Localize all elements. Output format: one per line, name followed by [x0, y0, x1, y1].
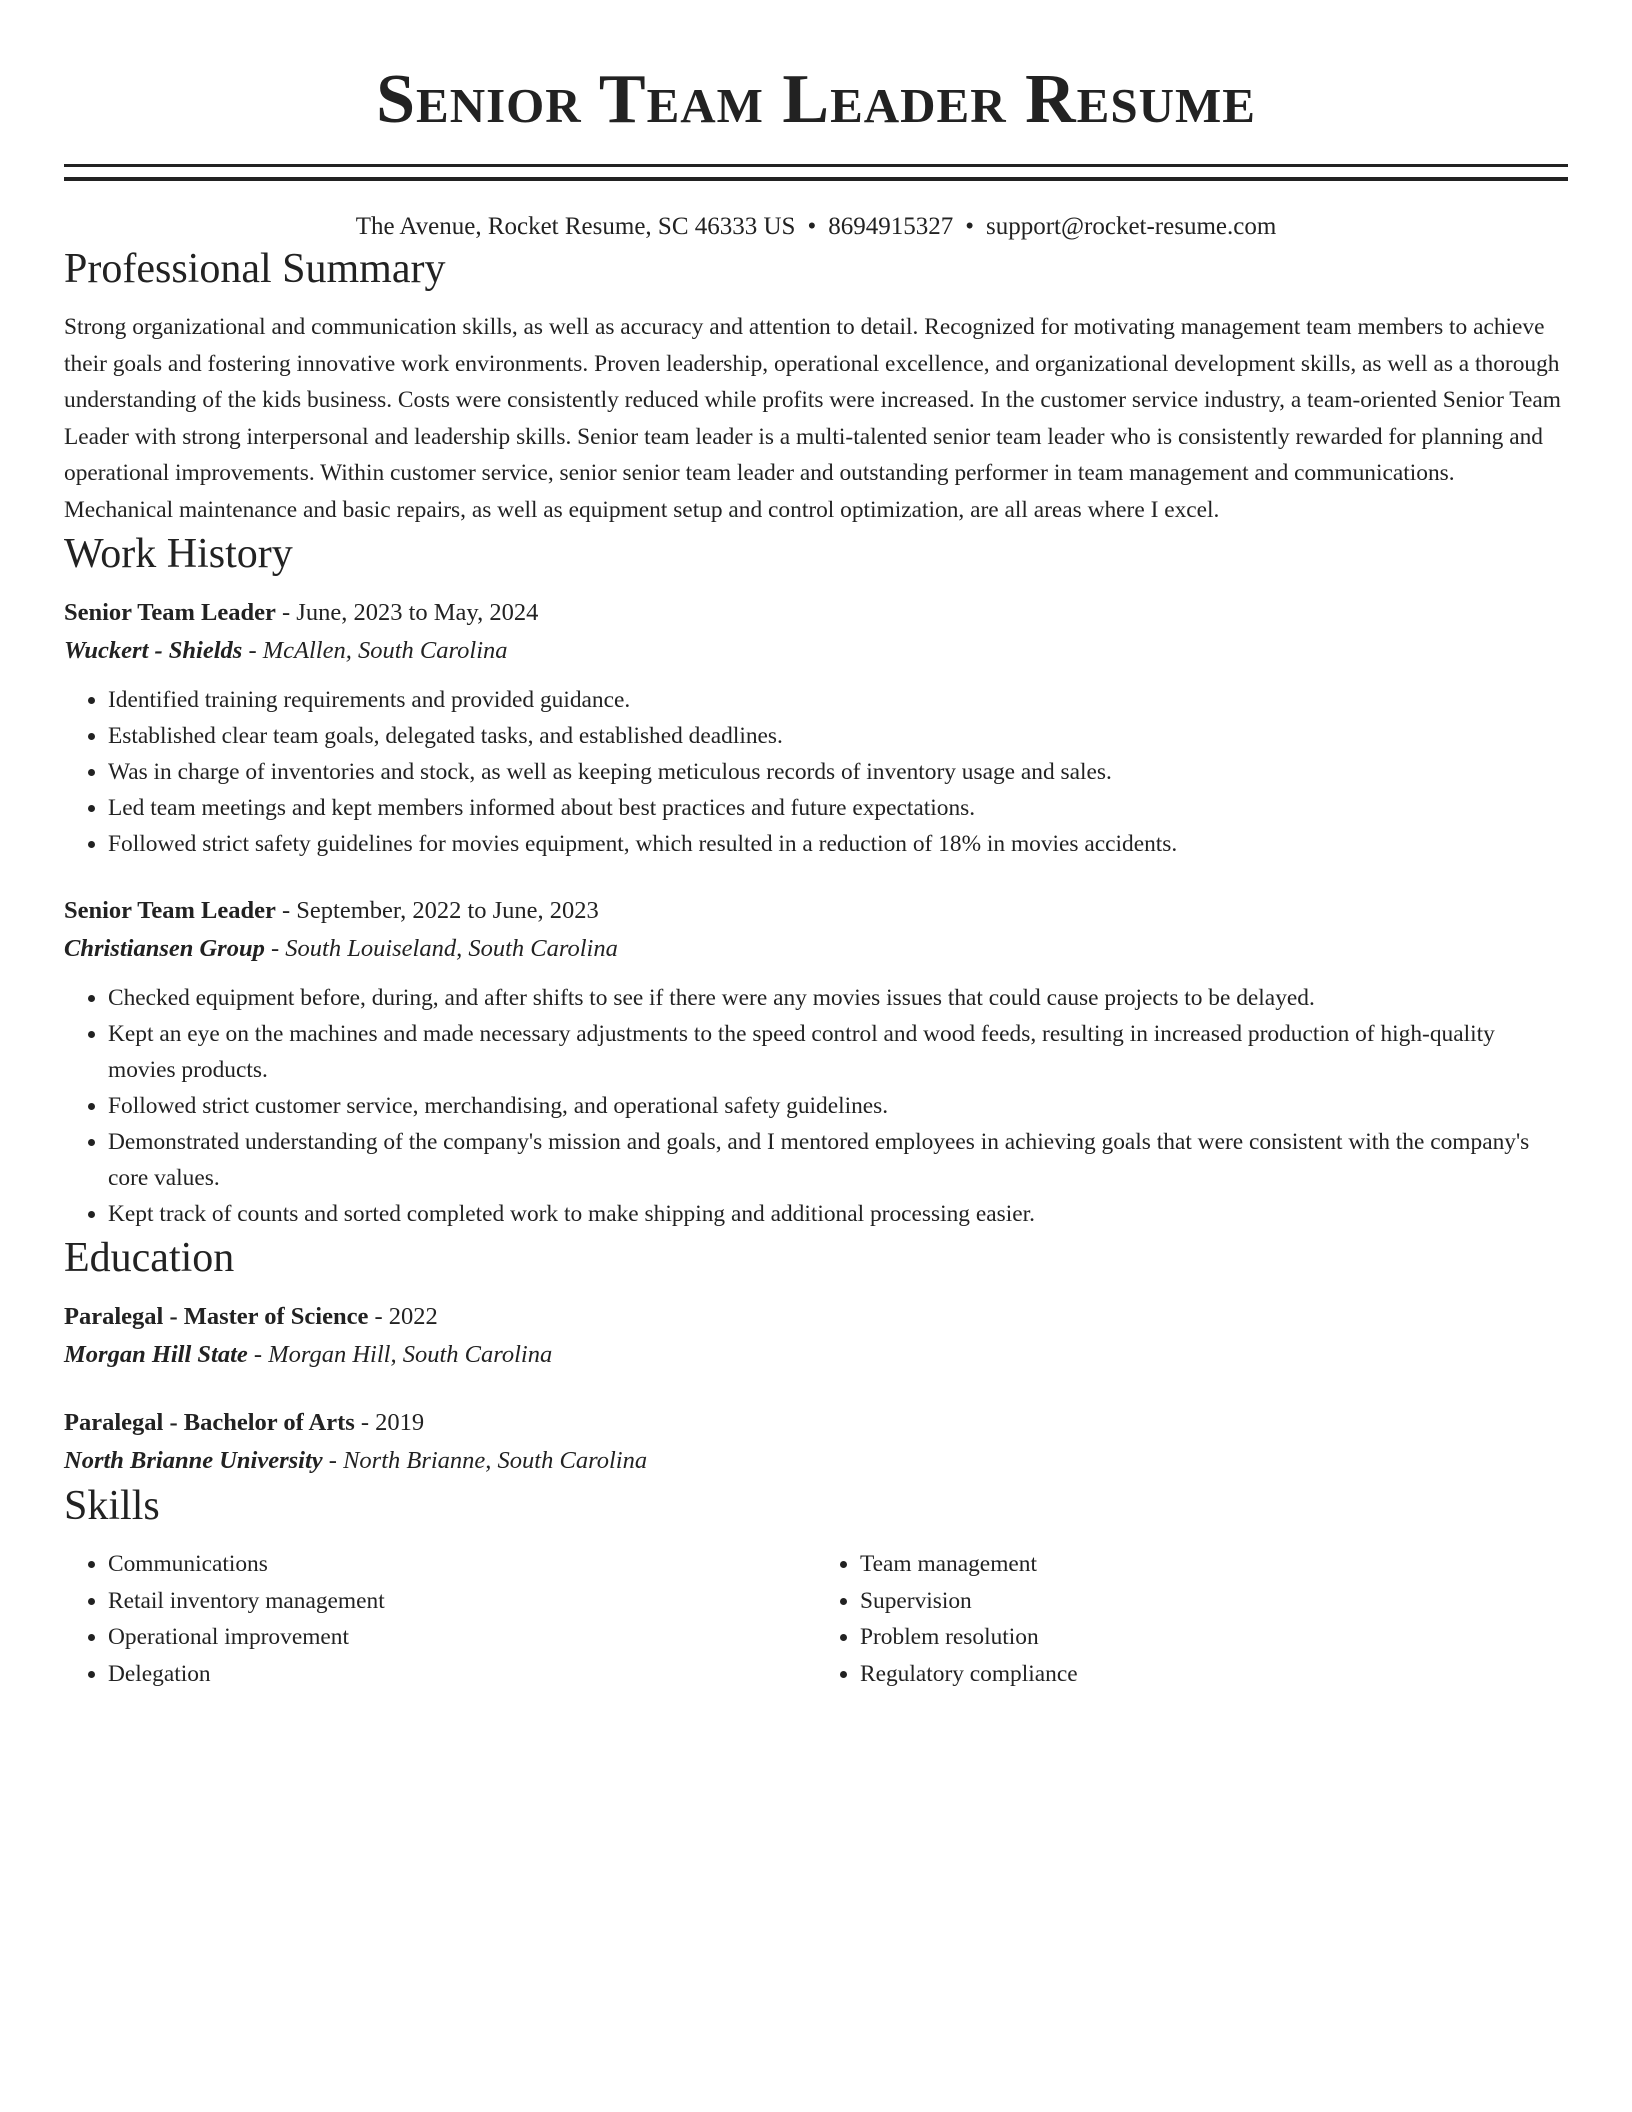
contact-separator: • — [965, 213, 974, 240]
skill-item: • Delegation — [108, 1656, 816, 1693]
job-company: Wuckert - Shields — [64, 637, 243, 664]
skill-item: • Team management — [860, 1546, 1568, 1583]
skill-item: • Problem resolution — [860, 1619, 1568, 1656]
skill-item: • Communications — [108, 1546, 816, 1583]
skill-item: • Regulatory compliance — [860, 1656, 1568, 1693]
job-title-line — [64, 892, 1568, 930]
school-line — [64, 1442, 1568, 1480]
education-entry — [64, 1404, 1568, 1480]
contact-address: The Avenue, Rocket Resume, SC 46333 US — [355, 213, 796, 240]
skills-column-right — [816, 1546, 1568, 1692]
degree-line — [64, 1298, 1568, 1336]
skill-item: • Retail inventory management — [108, 1583, 816, 1620]
list-item: • Followed strict customer service, merchandising, and operational safety guidelines. — [108, 1088, 1568, 1124]
job-bullets — [64, 682, 1568, 862]
work-history-heading: Work History — [64, 531, 293, 577]
education-entry — [64, 1298, 1568, 1374]
job-company: Christiansen Group — [64, 935, 265, 962]
job-title-line — [64, 594, 1568, 632]
list-item: • Followed strict safety guidelines for movies equipment, which resulted in a reduction of 18% in movies accidents. — [108, 826, 1568, 862]
contact-phone: 8694915327 — [828, 213, 954, 240]
job-location: - McAllen, South Carolina — [248, 637, 508, 664]
school-line — [64, 1336, 1568, 1374]
job-company-line — [64, 930, 1568, 968]
school-location: - Morgan Hill, South Carolina — [253, 1341, 553, 1368]
job-dates: - June, 2023 to May, 2024 — [282, 599, 539, 626]
header-double-rule — [64, 164, 1568, 181]
job-title: Senior Team Leader — [64, 599, 276, 626]
school-name: Morgan Hill State — [64, 1341, 248, 1368]
list-item: • Established clear team goals, delegated tasks, and established deadlines. — [108, 718, 1568, 754]
summary-heading: Professional Summary — [64, 246, 446, 292]
job-location: - South Louiseland, South Carolina — [270, 935, 618, 962]
contact-email: support@rocket-resume.com — [986, 213, 1277, 240]
job-company-line — [64, 632, 1568, 670]
school-name: North Brianne University — [64, 1447, 323, 1474]
skill-item: • Operational improvement — [108, 1619, 816, 1656]
resume-title: Senior Team Leader Resume — [376, 61, 1256, 138]
degree: Paralegal - Master of Science — [64, 1303, 369, 1330]
school-location: - North Brianne, South Carolina — [328, 1447, 648, 1474]
job-dates: - September, 2022 to June, 2023 — [282, 897, 599, 924]
contact-separator: • — [807, 213, 817, 240]
contact-line — [64, 211, 1568, 243]
list-item: • Checked equipment before, during, and after shifts to see if there were any movies issues that could cause projects to be delayed. — [108, 980, 1568, 1016]
degree-year: - 2019 — [360, 1409, 425, 1436]
list-item: • Demonstrated understanding of the company's mission and goals, and I mentored employees in achieving goals that were consistent with the company's core values. — [108, 1124, 1568, 1196]
list-item: • Kept track of counts and sorted completed work to make shipping and additional processing easier. — [108, 1196, 1568, 1232]
job-title: Senior Team Leader — [64, 897, 276, 924]
job-entry — [64, 892, 1568, 1232]
skills-grid — [64, 1546, 1568, 1692]
degree-year: - 2022 — [374, 1303, 438, 1330]
list-item: • Was in charge of inventories and stock, as well as keeping meticulous records of inventory usage and sales. — [108, 754, 1568, 790]
list-item: • Kept an eye on the machines and made necessary adjustments to the speed control and wood feeds, resulting in increased production of high-quality movies products. — [108, 1016, 1568, 1088]
skill-item: • Supervision — [860, 1583, 1568, 1620]
job-entry — [64, 594, 1568, 862]
job-bullets — [64, 980, 1568, 1232]
skills-heading: Skills — [64, 1483, 160, 1529]
degree-line — [64, 1404, 1568, 1442]
degree: Paralegal - Bachelor of Arts — [64, 1409, 355, 1436]
education-heading: Education — [64, 1235, 235, 1281]
list-item: • Identified training requirements and provided guidance. — [108, 682, 1568, 718]
summary-text: Strong organizational and communication skills, as well as accuracy and attention to detail. Recognized for motivating management team members to achieve their goals and fostering innovative work environments. Proven leadership, operational excellence, and organizational development skills, as well as a thorough understanding of the kids business. Costs were consistently reduced while profits were increased. In the customer service industry, a team-oriented Senior Team Leader with strong interpersonal and leadership skills. Senior team leader is a multi-talented senior team leader who is consistently rewarded for planning and operational improvements. Within customer service, senior senior team leader and outstanding performer in team management and communications. Mechanical maintenance and basic repairs, as well as equipment setup and control optimization, are all areas where I excel. — [64, 314, 1561, 523]
list-item: • Led team meetings and kept members informed about best practices and future expectations. — [108, 790, 1568, 826]
skills-column-left — [64, 1546, 816, 1692]
